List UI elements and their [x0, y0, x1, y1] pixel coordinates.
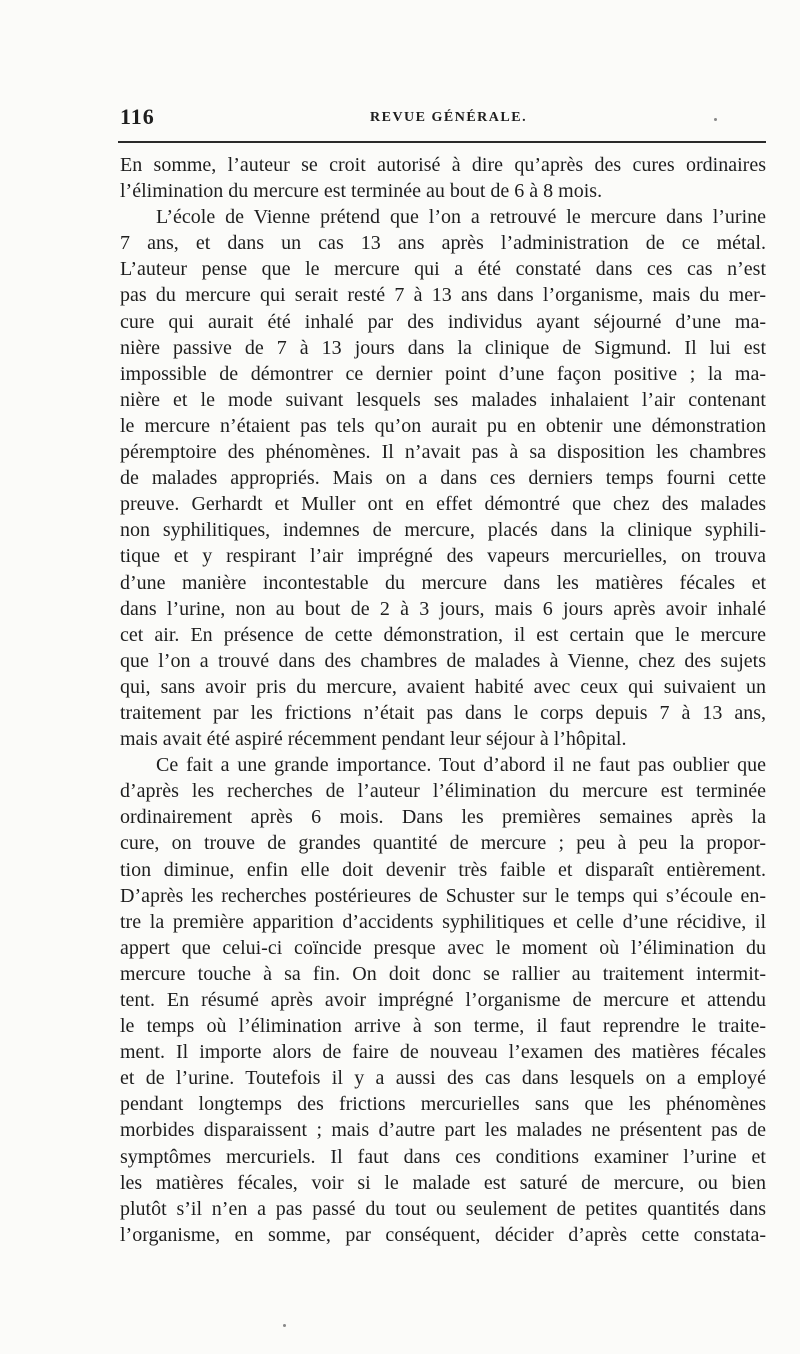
- text-line: que l’on a trouvé dans des chambres de malades à Vienne, chez des sujets: [120, 649, 766, 672]
- text-line: dans l’urine, non au bout de 2 à 3 jours, mais 6 jours après avoir inhalé: [120, 597, 766, 620]
- text-line: mercure touche à sa fin. On doit donc se rallier au traitement intermit-: [120, 962, 766, 985]
- text-line: ordinairement après 6 mois. Dans les premières semaines après la: [120, 806, 766, 829]
- text-line: L’école de Vienne prétend que l’on a retrouvé le mercure dans l’urine: [156, 206, 766, 229]
- text-line: cure, on trouve de grandes quantité de mercure ; peu à peu la propor-: [120, 832, 766, 855]
- text-line: nière et le mode suivant lesquels ses malades inhalaient l’air contenant: [120, 388, 766, 411]
- text-line: l’organisme, en somme, par conséquent, décider d’après cette constata-: [120, 1223, 766, 1246]
- text-line: preuve. Gerhardt et Muller ont en effet démontré que chez des malades: [120, 493, 766, 516]
- text-line: nière passive de 7 à 13 jours dans la clinique de Sigmund. Il lui est: [120, 336, 766, 359]
- text-line: morbides disparaissent ; mais d’autre part les malades ne présentent pas de: [120, 1119, 766, 1142]
- text-line: les matières fécales, voir si le malade est saturé de mercure, ou bien: [120, 1171, 766, 1194]
- text-line: tre la première apparition d’accidents syphilitiques et celle d’une récidive, il: [120, 910, 766, 933]
- text-line: impossible de démontrer ce dernier point d’une façon positive ; la ma-: [120, 362, 766, 385]
- running-title: REVUE GÉNÉRALE.: [370, 110, 528, 125]
- text-line: traitement par les frictions n’était pas dans le corps depuis 7 à 13 ans,: [120, 701, 766, 724]
- text-line: pendant longtemps des frictions mercurielles sans que les phénomènes: [120, 1093, 766, 1116]
- text-line: et de l’urine. Toutefois il y a aussi des cas dans lesquels on a employé: [120, 1067, 766, 1090]
- text-line: pas du mercure qui serait resté 7 à 13 ans dans l’organisme, mais du mer-: [120, 284, 766, 307]
- text-line: Ce fait a une grande importance. Tout d’abord il ne faut pas oublier que: [156, 754, 766, 777]
- text-line: ment. Il importe alors de faire de nouveau l’examen des matières fécales: [120, 1041, 766, 1064]
- paper-speck: [283, 1324, 286, 1327]
- text-line: cure qui aurait été inhalé par des individus ayant séjourné d’une ma-: [120, 310, 766, 333]
- text-line: tent. En résumé après avoir imprégné l’organisme de mercure et attendu: [120, 989, 766, 1011]
- text-line: plutôt s’il n’en a pas passé du tout ou seulement de petites quantités dans: [120, 1197, 766, 1220]
- text-line: En somme, l’auteur se croit autorisé à dire qu’après des cures ordinaires: [120, 154, 766, 176]
- text-line: appert que celui-ci coïncide presque avec le moment où l’élimination du: [120, 936, 766, 959]
- text-line: d’après les recherches de l’auteur l’élimination du mercure est terminée: [120, 780, 766, 803]
- body-text: [120, 152, 766, 1248]
- text-line: d’une manière incontestable du mercure dans les matières fécales et: [120, 571, 766, 594]
- text-line: mais avait été aspiré récemment pendant leur séjour à l’hôpital.: [120, 728, 627, 751]
- text-line: qui, sans avoir pris du mercure, avaient habité avec ceux qui suivaient un: [120, 675, 766, 698]
- text-line: non syphilitiques, indemnes de mercure, placés dans la clinique syphili-: [120, 519, 766, 542]
- text-line: le temps où l’élimination arrive à son terme, il faut reprendre le traite-: [120, 1015, 766, 1038]
- text-line: de malades appropriés. Mais on a dans ces derniers temps fourni cette: [120, 467, 766, 490]
- text-line: l’élimination du mercure est terminée au bout de 6 à 8 mois.: [120, 180, 603, 203]
- text-line: cet air. En présence de cette démonstration, il est certain que le mercure: [120, 623, 766, 646]
- text-line: L’auteur pense que le mercure qui a été constaté dans ces cas n’est: [120, 258, 766, 281]
- text-line: tion diminue, enfin elle doit devenir très faible et disparaît entièrement.: [120, 858, 766, 881]
- text-line: symptômes mercuriels. Il faut dans ces conditions examiner l’urine et: [120, 1145, 766, 1168]
- running-head: [120, 104, 768, 134]
- text-line: D’après les recherches postérieures de Schuster sur le temps qui s’écoule en-: [120, 884, 766, 907]
- text-line: péremptoire des phénomènes. Il n’avait pas à sa disposition les chambres: [120, 441, 766, 464]
- text-line: le mercure n’étaient pas tels qu’on aurait pu en obtenir une démonstration: [120, 414, 766, 437]
- page-number: 116: [120, 104, 155, 129]
- text-line: 7 ans, et dans un cas 13 ans après l’administration de ce métal.: [120, 232, 766, 255]
- text-line: tique et y respirant l’air imprégné des vapeurs mercurielles, on trouva: [120, 545, 766, 568]
- paper-speck: [714, 118, 717, 121]
- header-rule: [118, 141, 766, 143]
